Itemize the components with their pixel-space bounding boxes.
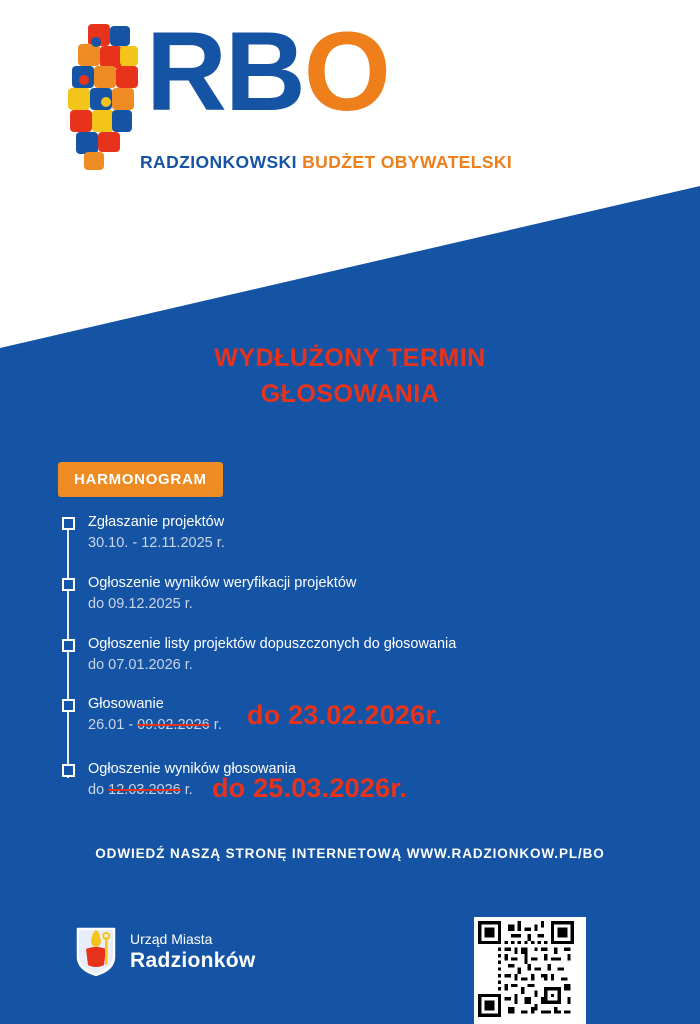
rbo-logo xyxy=(0,0,700,200)
timeline-item-date: 30.10. - 12.11.2025 r. xyxy=(88,535,225,552)
logo-letter-r: R xyxy=(146,9,225,134)
timeline-item-title: Głosowanie xyxy=(88,696,164,713)
date-suffix: r. xyxy=(209,717,222,734)
headline-line-1: WYDŁUŻONY TERMIN xyxy=(214,344,486,372)
timeline-item xyxy=(58,512,658,555)
timeline-item-date: do 09.12.2025 r. xyxy=(88,595,193,612)
timeline-item-date: do 07.01.2026 r. xyxy=(88,656,193,673)
date-prefix: do xyxy=(88,782,109,799)
footer xyxy=(0,915,700,1024)
rbo-subtitle xyxy=(140,152,512,173)
office-line-2: Radzionków xyxy=(130,948,256,972)
office-line-1: Urząd Miasta xyxy=(130,931,213,947)
timeline-item xyxy=(58,573,658,616)
date-prefix: 26.01 - xyxy=(88,717,138,734)
qr-code-icon[interactable] xyxy=(474,917,586,1024)
headline xyxy=(0,340,700,413)
timeline-item-title: Ogłoszenie listy projektów dopuszczonych do głosowania xyxy=(88,635,457,652)
timeline-marker-icon xyxy=(62,517,75,530)
date-struck: 09.02.2026 xyxy=(137,717,210,734)
timeline-marker-icon xyxy=(62,699,75,712)
date-suffix: r. xyxy=(180,782,193,799)
rbo-subtitle-blue: RADZIONKOWSKI xyxy=(140,152,303,172)
city-office-label xyxy=(130,931,256,973)
timeline-marker-icon xyxy=(62,639,75,652)
rbo-wordmark xyxy=(146,9,389,134)
website-line[interactable]: ODWIEDŹ NASZĄ STRONĘ INTERNETOWĄ WWW.RADZIONKOW.PL/BO xyxy=(95,846,605,861)
radzionkow-coat-of-arms-icon xyxy=(74,925,118,979)
timeline-marker-icon xyxy=(62,764,75,777)
logo-letter-b: B xyxy=(224,9,304,134)
timeline-item-title: Ogłoszenie wyników głosowania xyxy=(88,761,296,778)
timeline-item-title: Zgłaszanie projektów xyxy=(88,514,225,530)
new-voting-date: do 23.02.2026r. xyxy=(247,700,443,730)
timeline-item xyxy=(58,634,658,677)
puzzle-map-icon xyxy=(44,20,144,175)
new-results-date: do 25.03.2026r. xyxy=(212,773,408,803)
timeline-marker-icon xyxy=(62,578,75,591)
schedule-badge: HARMONOGRAM xyxy=(58,462,223,497)
date-struck: 12.03.2026 xyxy=(108,782,181,799)
headline-line-2: GŁOSOWANIA xyxy=(260,380,440,409)
logo-letter-o: O xyxy=(303,9,389,134)
timeline-item-title: Ogłoszenie wyników weryfikacji projektów xyxy=(88,574,357,591)
rbo-subtitle-orange: BUDŻET OBYWATELSKI xyxy=(302,152,513,172)
